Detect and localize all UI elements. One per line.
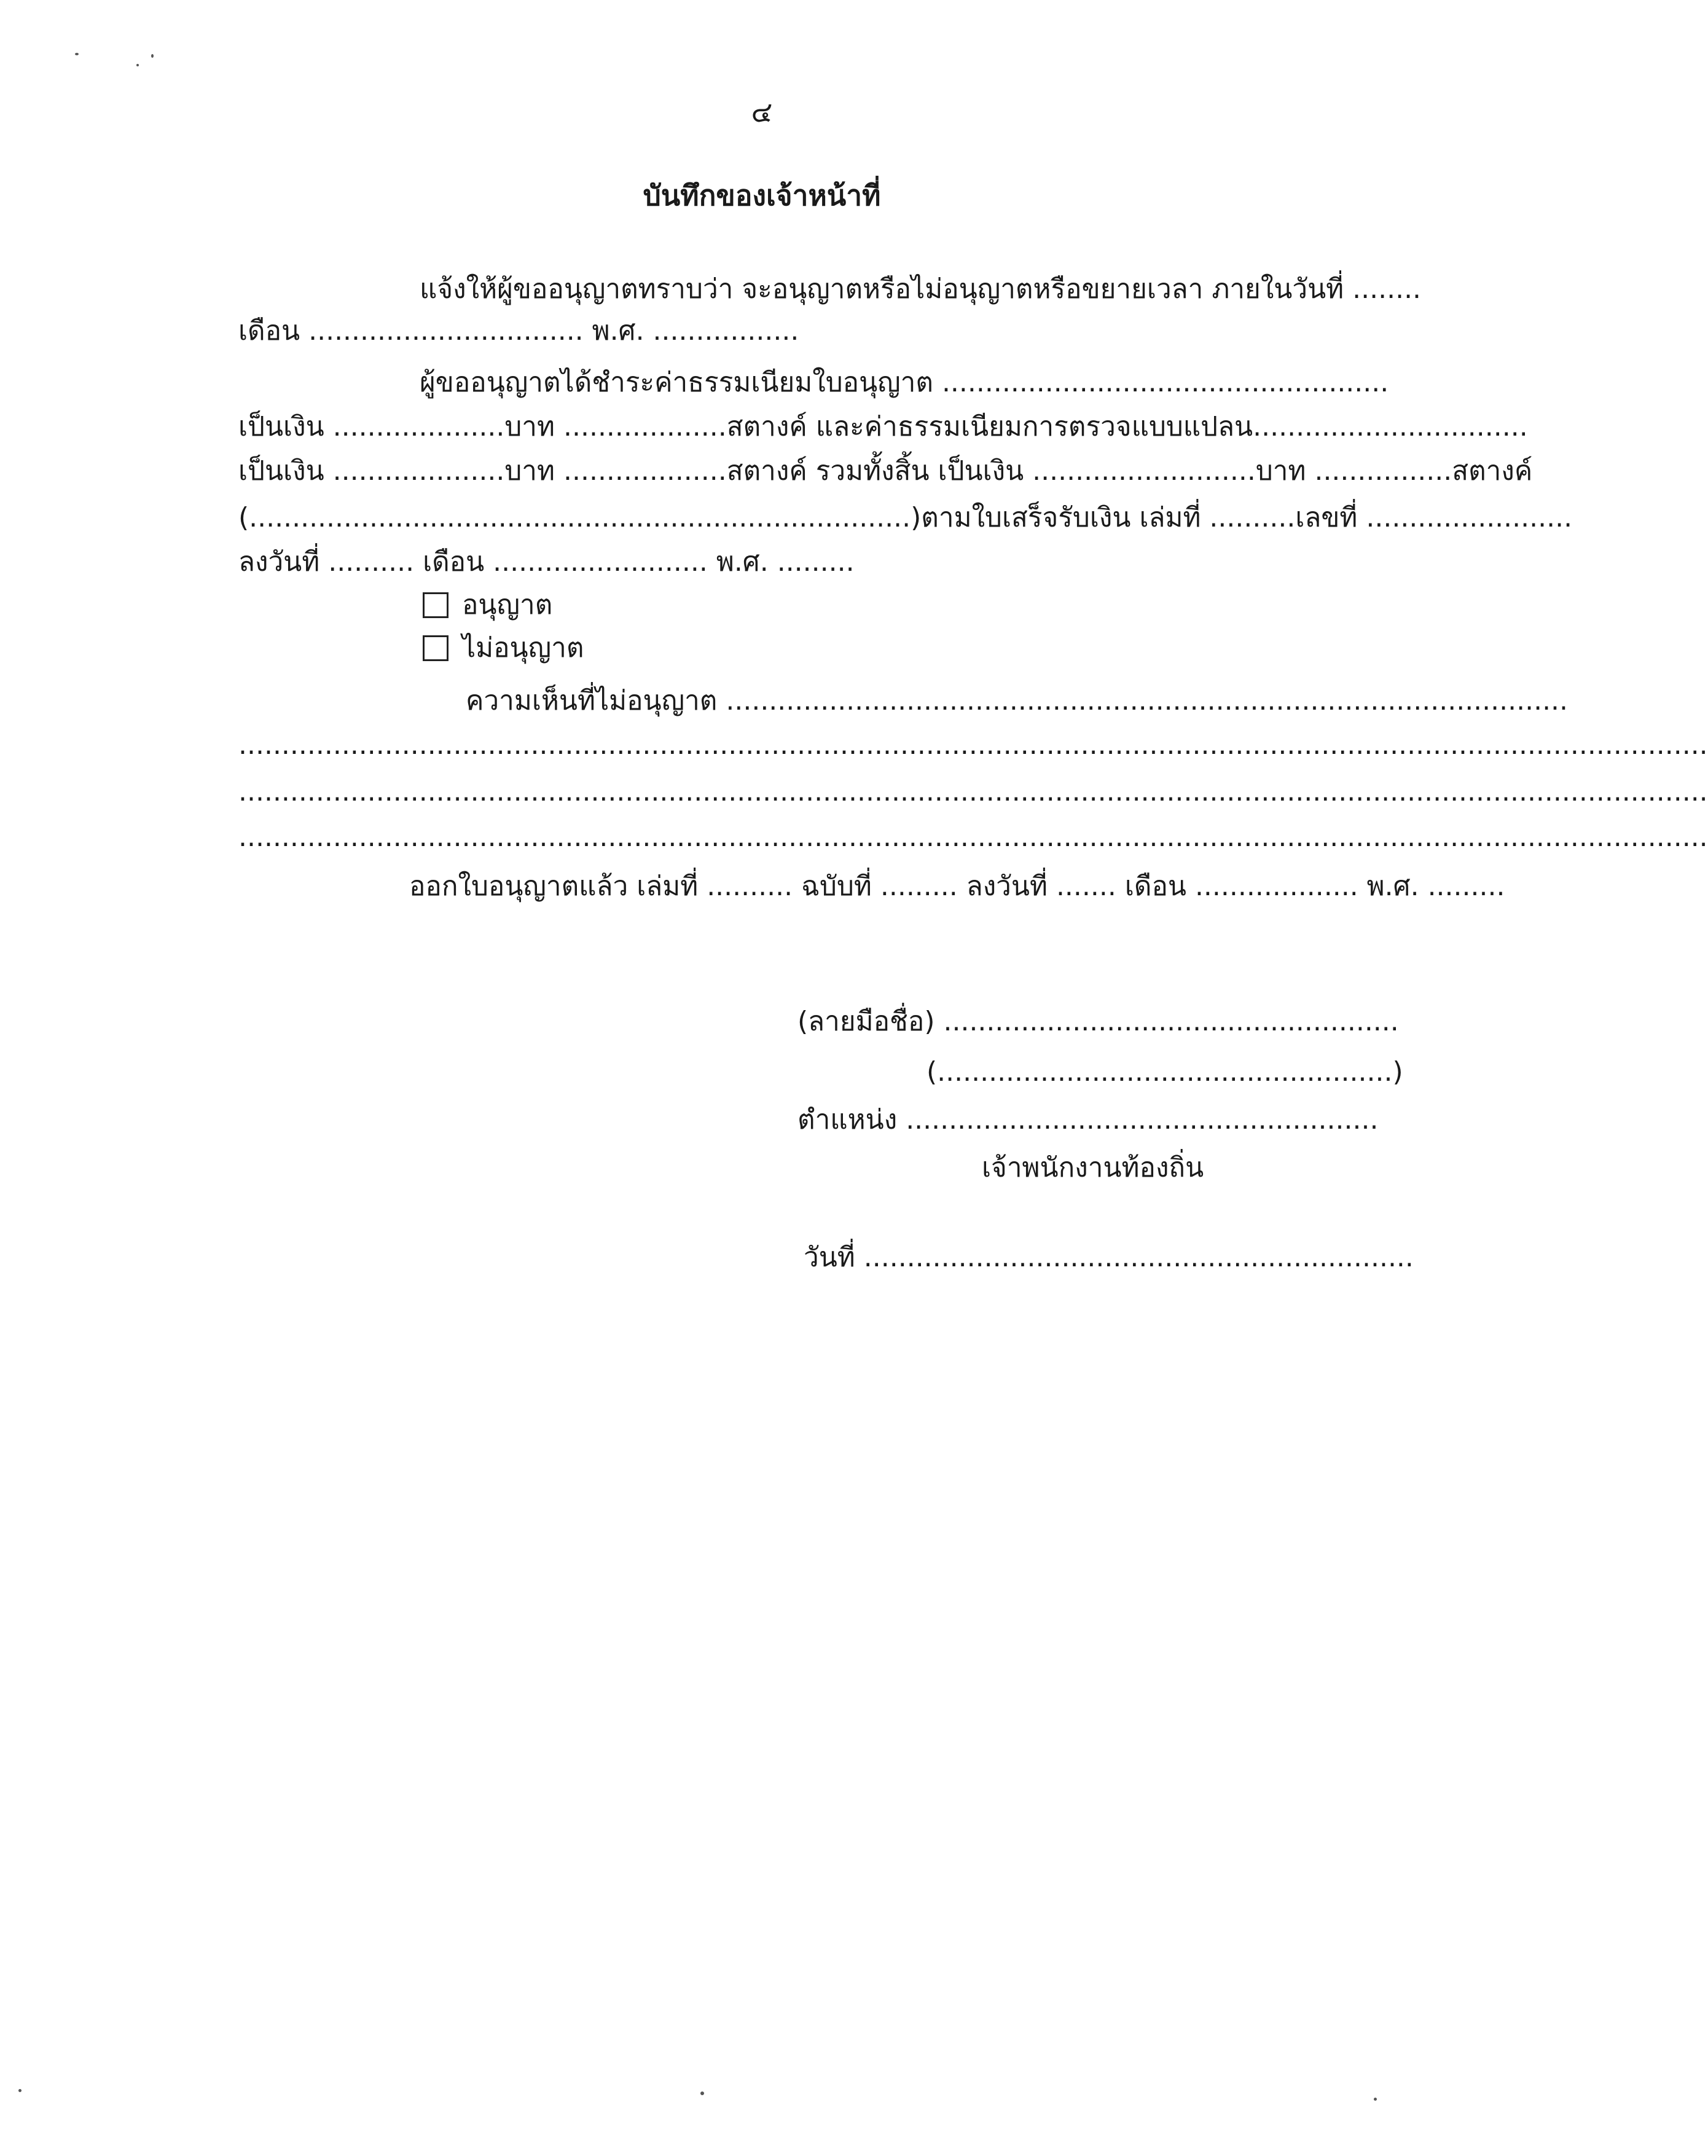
signer-name-line: (.....................................................) (926, 1056, 1403, 1088)
reason-label: ความเห็นที่ไม่อนุญาต .................................................................................................. (466, 685, 1569, 716)
receipt-book-number: ตามใบเสร็จรับเงิน เล่มที่ .......... (921, 502, 1296, 533)
page-number: ๔ (751, 95, 773, 128)
scan-speck (700, 2091, 704, 2095)
scan-speck (18, 2089, 22, 2092)
payment-line-3 (238, 453, 1533, 490)
reason-line-1: ........................................................................................................................................................................... (238, 729, 1708, 761)
license-issued-line: ออกใบอนุญาตแล้ว เล่มที่ .......... ฉบับที่ ......... ลงวันที่ ....... เดือน ................... พ.ศ. ......... (409, 871, 1505, 902)
official-role: เจ้าพนักงานท้องถิ่น (982, 1152, 1204, 1183)
payment-line-4 (238, 500, 1573, 536)
payment-line-3-total: สตางค์ รวมทั้งสิ้น เป็นเงิน .......................... (726, 455, 1256, 487)
payment-line-5: ลงวันที่ .......... เดือน ......................... พ.ศ. ......... (238, 546, 855, 578)
approve-option[interactable] (423, 587, 552, 624)
payment-line-1: ผู้ขออนุญาตได้ชำระค่าธรรมเนียมใบอนุญาต .................................................... (420, 367, 1389, 398)
signature-line: (ลายมือชื่อ) ..................................................... (797, 1006, 1399, 1037)
scan-speck (151, 54, 154, 58)
notice-line-1: แจ้งให้ผู้ขออนุญาตทราบว่า จะอนุญาตหรือไม่อนุญาตหรือขยายเวลา ภายในวันที่ ........ (420, 273, 1422, 305)
approve-label: อนุญาต (462, 589, 553, 621)
payment-line-3-baht: บาท ................... (504, 455, 727, 487)
reject-option[interactable] (423, 630, 584, 667)
scan-speck (136, 64, 139, 66)
position-line: ตำแหน่ง ....................................................... (797, 1104, 1379, 1135)
payment-line-2-satang: สตางค์ และค่าธรรมเนียมการตรวจแบบแปลน (726, 411, 1253, 442)
receipt-number: เลขที่ ........................ (1295, 502, 1573, 533)
payment-line-3-total-baht: บาท ................ (1255, 455, 1452, 487)
scan-speck (1374, 2098, 1377, 2101)
payment-line-3-total-satang: สตางค์ (1452, 455, 1533, 487)
payment-line-2-amount: เป็นเงิน .................... (238, 411, 505, 442)
page-title: บันทึกของเจ้าหน้าที่ (643, 179, 881, 212)
reason-line-3: ........................................................................................................................................................................... (238, 821, 1708, 853)
payment-amount-in-words: (.............................................................................) (238, 502, 922, 533)
payment-line-2-inspection-fee: ................................ (1253, 411, 1528, 442)
signature-date-line: วันที่ ................................................................ (804, 1242, 1414, 1273)
scan-speck (75, 53, 79, 55)
payment-line-3-amount: เป็นเงิน .................... (238, 455, 505, 487)
reject-checkbox[interactable] (423, 635, 449, 661)
payment-line-2-baht: บาท ................... (504, 411, 727, 442)
notice-line-2: เดือน ................................ พ.ศ. ................. (238, 315, 799, 347)
reject-label: ไม่อนุญาต (462, 632, 584, 664)
approve-checkbox[interactable] (423, 592, 449, 618)
payment-line-2 (238, 409, 1528, 445)
reason-line-2: ........................................................................................................................................................................... (238, 776, 1708, 807)
